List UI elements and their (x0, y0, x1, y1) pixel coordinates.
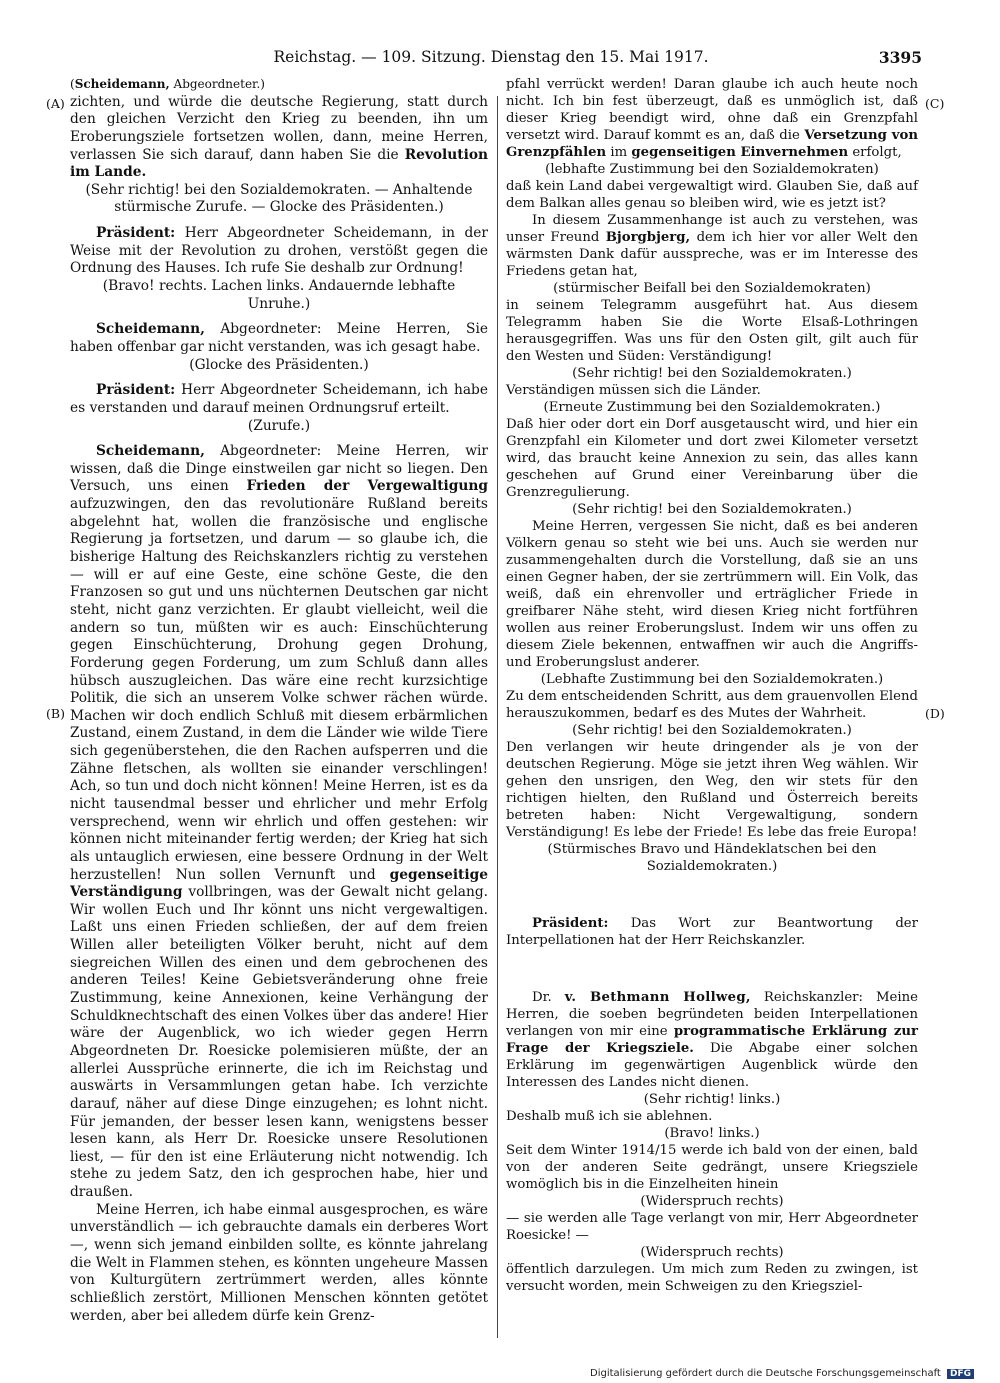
interjection: (Sehr richtig! links.) (643, 1092, 781, 1107)
page-number: 3395 (878, 48, 922, 67)
paragraph: Daß hier oder dort ein Dorf ausgetauscht wird, und hier ein Grenzpfahl ein Kilometer und dort zwei Kilometer versetzt wird, das braucht keine Annexion zu sein, das alles kann geschehen auf Grund einer Vereinbarung über die Grenzregulierung. (506, 417, 918, 500)
paragraph: Verständigen müssen sich die Länder. (506, 383, 761, 398)
interjection: (stürmischer Beifall bei den Sozialdemokraten) (553, 281, 871, 296)
paragraph: Präsident: Herr Abgeordneter Scheidemann, ich habe es verstanden und darauf meinen Ordnungsruf erteilt. (70, 382, 488, 416)
interjection: (Erneute Zustimmung bei den Sozialdemokraten.) (543, 400, 881, 415)
interjection: (lebhafte Zustimmung bei den Sozialdemokraten) (545, 162, 879, 177)
paragraph: Scheidemann, Abgeordneter: Meine Herren, Sie haben offenbar gar nicht verstanden, was ich gesagt habe. (70, 321, 488, 355)
margin-mark-d: (D) (925, 706, 945, 721)
interjection: (Widerspruch rechts) (640, 1194, 784, 1209)
paragraph: Scheidemann, Abgeordneter: Meine Herren, wir wissen, daß die Dinge einstweilen gar nicht so liegen. Den Versuch, uns einen Frieden der Vergewaltigung aufzuzwingen, den das revolutionäre Rußland bereits abgelehnt hat, wollen die französische und englische Regierung ja fortsetzen, und darum — so glaube ich, die bisherige Haltung des Reichskanzlers richtig zu verstehen — will er auf eine Geste, eine schöne Geste, die den Franzosen so gut und uns nüchternen Deutschen gar nicht steht, nicht ganz verzichten. Er glaubt vielleicht, weil die andern so tun, müßten wir es auch: Einschüchterung gegen Einschüchterung, Drohung gegen Drohung, Forderung gegen Forderung, um zum Schluß dann alles hübsch auszugleichen. Das wäre eine recht kurzsichtige Politik, die sich an unserem Volke schwer rächen würde. Machen wir doch endlich Schluß mit diesem erbärmlichen Zustand, einem Zustand, in dem die Länder wie wilde Tiere sich gegenüberstehen, die den Rachen aufsperren und die Zähne fletschen, als wollten sie einander verschlingen! Ach, so tun und doch nicht können! Meine Herren, ist es da nicht tausendmal besser und ehrlicher und mehr Erfolg versprechend, wenn wir ehrlich und offen gestehen: wir können nicht miteinander fertig werden; der Krieg hat sich als untauglich erwiesen, eine bessere Ordnung in der Welt herzustellen! Nun sollen Vernunft und gegenseitige Verständigung vollbringen, was der Gewalt nicht gelang. Wir wollen Euch und Ihr könnt uns nicht vergewaltigen. Laßt uns einen Frieden schließen, der auf dem freien Willen aller beteiligten Völker beruht, nicht auf dem siegreichen Willen des einen und dem gebrochenen des anderen Teiles! Keine Gebietsveränderung ohne freie Zustimmung, keine Annexionen, keine Verhängung der Schuldknechtschaft des einen Volkes über das andere! Hier wäre der Augenblick, wo ich wieder gegen Herrn Abgeordneten Dr. Roesicke polemisieren müßte, der an allerlei Aussprüche erinnerte, die ich im Reichstag und auswärts in Versammlungen getan habe. Ich verzichte darauf, näher auf diese Dinge einzugehen; es lohnt nicht. Für jemanden, der besser lesen kann, wenigstens besser lesen kann, als Herr Dr. Roesicke unsere Resolutionen liest, — für den ist eine Erläuterung nicht notwendig. Ich stehe zu jedem Satz, den ich gesprochen habe, hier und draußen. (70, 443, 489, 1201)
paragraph: Den verlangen wir heute dringender als je von der deutschen Regierung. Möge sie jetzt ihren Weg wählen. Wir gehen den unsrigen, den Weg, den wir stets für den richtigen hielten, den Rußland und Österreich bereits betreten haben: Nicht Vergewaltigung, sondern Verständigung! Es lebe der Friede! Es lebe das freie Europa! (506, 740, 918, 840)
paragraph: Präsident: Herr Abgeordneter Scheidemann, in der Weise mit der Revolution zu drohen, verstößt gegen die Ordnung des Hauses. Ich rufe Sie deshalb zur Ordnung! (70, 225, 489, 277)
interjection: (Zurufe.) (247, 417, 311, 434)
interjection: (Sehr richtig! bei den Sozialdemokraten. — Anhaltende stürmische Zurufe. — Glocke des Präsidenten.) (85, 181, 473, 216)
interjection: (Sehr richtig! bei den Sozialdemokraten.) (572, 502, 852, 517)
interjection: (Bravo! links.) (664, 1126, 760, 1141)
interjection: (Sehr richtig! bei den Sozialdemokraten.) (572, 723, 852, 738)
running-header (60, 48, 922, 70)
paragraph: Zu dem entscheidenden Schritt, aus dem grauenvollen Elend herauszukommen, bedarf es des Mutes der Wahrheit. (506, 689, 918, 721)
paragraph: Präsident: Das Wort zur Beantwortung der Interpellationen hat der Herr Reichskanzler. (506, 916, 918, 948)
right-column (506, 76, 918, 1295)
footer-text: Digitalisierung gefördert durch die Deutsche Forschungsgemeinschaft (590, 1368, 941, 1379)
paragraph: Meine Herren, vergessen Sie nicht, daß es bei anderen Völkern genau so steht wie bei uns. Auch sie werden nur zusammengehalten durch die Vorstellung, daß sie an uns einen Gegner haben, der sie zertrümmern will. Ein Volk, das weiß, daß ein ehrenvoller und erträglicher Friede in greifbarer Nähe steht, wird diesen Krieg nicht fortführen wollen aus reiner Eroberungslust. Indem wir uns offen zu diesem Ziele bekennen, entwaffnen wir auch die Angriffs- und Eroberungslust anderer. (506, 519, 918, 670)
paragraph: zichten, und würde die deutsche Regierung, statt durch den gleichen Verzicht den Krieg zu beenden, ihn um Eroberungsziele fortsetzen wollen, dann, meine Herren, verlassen Sie sich darauf, dann haben Sie die Revolution im Lande. (70, 93, 488, 181)
speaker-tag: (Scheidemann, Abgeordneter.) (70, 77, 265, 91)
paragraph: in seinem Telegramm ausgeführt hat. Aus diesem Telegramm haben Sie die Worte Elsaß-Lothringen herausgegriffen. Was uns für den Osten gilt, gilt auch für den Westen und Süden: Verständigung! (506, 298, 918, 364)
dfg-logo: DFG (947, 1369, 974, 1379)
paragraph: pfahl verrückt werden! Daran glaube ich auch heute noch nicht. Ich bin fest überzeugt, daß es unmöglich ist, daß dieser Krieg beendigt wird, ohne daß ein Grenzpfahl versetzt wird. Darauf kommt es an, daß die Versetzung von Grenzpfählen im gegenseitigen Einvernehmen erfolgt, (506, 77, 918, 160)
interjection: (Stürmisches Bravo und Händeklatschen bei den Sozialdemokraten.) (547, 842, 877, 874)
interjection: (Sehr richtig! bei den Sozialdemokraten.) (572, 366, 852, 381)
paragraph: Meine Herren, ich habe einmal ausgesprochen, es wäre unverständlich — ich gebrauchte damals ein derberes Wort —, wenn sich jemand einbilden sollte, es könnte jahrelang die Welt in Flammen stehen, es könnten ungeheure Massen von Kulturgütern zertrümmert werden, alles könnte schließlich zerstört, Millionen Menschen könnten getötet werden, aber bei alledem dürfe kein Grenz- (70, 1201, 488, 1324)
paragraph: Seit dem Winter 1914/15 werde ich bald von der einen, bald von der anderen Seite gedrängt, unsere Kriegsziele womöglich bis in die Einzelheiten hinein (506, 1143, 918, 1192)
digitization-footer (590, 1368, 974, 1379)
interjection: (Bravo! rechts. Lachen links. Andauernde lebhafte Unruhe.) (102, 278, 456, 312)
paragraph: öffentlich darzulegen. Um mich zum Reden zu zwingen, ist versucht worden, mein Schweigen zu den Kriegsziel- (506, 1262, 918, 1294)
paragraph: Dr. v. Bethmann Hollweg, Reichskanzler: Meine Herren, die soeben begründeten beiden Interpellationen verlangen von mir eine programmatische Erklärung zur Frage der Kriegsziele. Die Abgabe einer solchen Erklärung im gegenwärtigen Augenblick würde den Interessen des Landes nicht dienen. (506, 990, 918, 1090)
paragraph: — sie werden alle Tage verlangt von mir, Herr Abgeordneter Roesicke! — (506, 1211, 918, 1243)
margin-mark-a: (A) (46, 96, 65, 111)
column-divider (497, 96, 498, 1338)
paragraph: In diesem Zusammenhange ist auch zu verstehen, was unser Freund Bjorgbjerg, dem ich hier vor aller Welt den wärmsten Dank dafür ausspreche, was er im Interesse des Friedens getan hat, (506, 213, 919, 279)
paragraph: Deshalb muß ich sie ablehnen. (506, 1109, 713, 1124)
left-column (70, 76, 488, 1325)
interjection: (Widerspruch rechts) (640, 1245, 784, 1260)
margin-mark-b: (B) (46, 706, 65, 721)
interjection: (Glocke des Präsidenten.) (189, 356, 369, 373)
paragraph: daß kein Land dabei vergewaltigt wird. Glauben Sie, daß auf dem Balkan alles genau so bleiben wird, wie es jetzt ist? (506, 179, 918, 211)
interjection: (Lebhafte Zustimmung bei den Sozialdemokraten.) (540, 672, 884, 687)
running-title: Reichstag. — 109. Sitzung. Dienstag den 15. Mai 1917. (273, 48, 709, 66)
margin-mark-c: (C) (925, 96, 945, 111)
